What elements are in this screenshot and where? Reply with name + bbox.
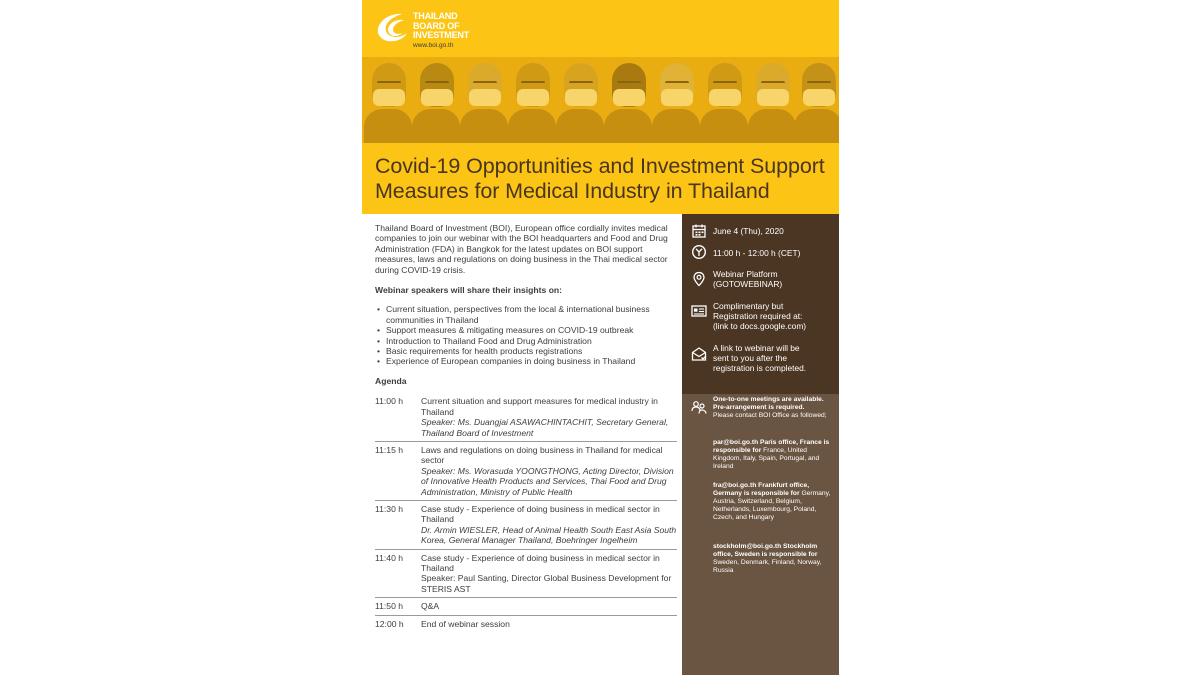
masked-faces-banner (362, 57, 839, 143)
agenda-heading: Agenda (375, 375, 407, 386)
event-time: 11:00 h - 12:00 h (CET) (713, 248, 801, 258)
platform-line-1: Webinar Platform (713, 269, 778, 279)
boi-logo (374, 9, 469, 51)
agenda-speaker: Speaker: Paul Santing, Director Global Business Development for STERIS AST (421, 573, 672, 594)
agenda-row (375, 616, 677, 632)
frankfurt-office-contact[interactable]: fra@boi.go.th Frankfurt office, Germany is responsible for (713, 482, 810, 498)
agenda-time: 11:40 h (375, 552, 404, 563)
list-item: • Current situation, perspectives from the local & international business communities in Thailand (375, 304, 677, 325)
agenda-time: 12:00 h (375, 618, 404, 629)
event-info-panel (682, 214, 839, 394)
main-content (375, 223, 677, 632)
flyer-header (362, 0, 839, 214)
logo-line-1: THAILAND (413, 11, 458, 21)
link-note-line-2: sent to you after the (713, 353, 788, 364)
agenda-topic: Case study - Experience of doing business in medical sector in Thailand (421, 503, 660, 525)
intro-paragraph: Thailand Board of Investment (BOI), European office cordially invites medical companies to join our webinar with the BOI headquarters and Food and Drug Administration (FDA) in Bangkok for the latest updates on BOI support measures, laws and regulations on doing business in the Thai medical sector during COVID-19 crisis. (375, 223, 668, 275)
platform-line-2: (GOTOWEBINAR) (713, 279, 783, 290)
speakers-heading: Webinar speakers will share their insights on: (375, 285, 563, 296)
agenda-row (375, 598, 677, 615)
agenda-time: 11:30 h (375, 503, 404, 514)
list-item: • Support measures & mitigating measures on COVID-19 outbreak (375, 325, 677, 335)
title-line-2: Measures for Medical Industry in Thailand (375, 179, 770, 203)
frankfurt-office (713, 482, 833, 522)
meeting-line-1: One-to-one meetings are available. (713, 396, 824, 403)
event-registration (713, 301, 835, 332)
face-photo (556, 57, 604, 143)
list-item: • Experience of European companies in doing business in Thailand (375, 356, 677, 366)
face-photo (604, 57, 652, 143)
logo-url: www.boi.go.th (413, 42, 454, 49)
face-photo (700, 57, 748, 143)
list-item: • Introduction to Thailand Food and Drug Administration (375, 336, 677, 346)
frankfurt-office-countries: Germany, Austria, Switzerland, Belgium, Netherlands, Luxembourg, Poland, Czech, and Hungary (713, 490, 831, 522)
title-line-1: Covid-19 Opportunities and Investment Support (375, 154, 825, 178)
face-photo (460, 57, 508, 143)
registration-line-1: Complimentary but (713, 301, 784, 311)
webinar-flyer (362, 0, 839, 675)
face-photo (508, 57, 556, 143)
agenda-row (375, 501, 677, 550)
agenda-speaker: Dr. Armin WIESLER, Head of Animal Health South East Asia South Korea, General Manager Thailand, Boehringer Ingelheim (421, 524, 677, 546)
face-photo (412, 57, 460, 143)
agenda-row (375, 550, 677, 599)
stockholm-office-contact[interactable]: stockholm@boi.go.th Stockholm office, Sweden is responsible for (713, 543, 818, 559)
agenda-time: 11:00 h (375, 396, 404, 407)
clock-icon (691, 244, 707, 260)
meeting-line-2: Pre-arrangement is required. (713, 404, 805, 412)
agenda-speaker: Speaker: Ms. Worasuda YOONGTHONG, Acting Director, Division of Innovative Health Products and Services, Thai Food and Drug Administration, Ministry of Public Health (421, 465, 674, 497)
agenda-time: 11:50 h (375, 601, 404, 612)
event-platform (713, 269, 835, 289)
paris-office (713, 439, 833, 471)
face-photo (364, 57, 412, 143)
contact-panel (682, 394, 839, 675)
link-note-line-3: registration is completed. (713, 363, 807, 374)
agenda-topic: Q&A (421, 601, 440, 612)
paris-office-countries: France, United Kingdom, Italy, Spain, Portugal, and Ireland (713, 447, 820, 471)
agenda-row (375, 393, 677, 442)
agenda-row (375, 442, 677, 501)
registration-link[interactable]: (link to docs.google.com) (713, 321, 807, 332)
boi-swirl-icon (374, 11, 410, 45)
registration-line-2: Registration required at: (713, 311, 803, 322)
email-check-icon (691, 346, 707, 362)
insights-list (375, 304, 677, 366)
page-title (375, 154, 835, 204)
location-pin-icon (691, 271, 707, 287)
face-photo (748, 57, 796, 143)
meeting-note (713, 396, 833, 420)
face-photo (652, 57, 700, 143)
stockholm-office-countries: Sweden, Denmark, Finland, Norway, Russia (713, 559, 822, 575)
logo-line-3: INVESTMENT (413, 30, 470, 40)
meeting-line-3: Please contact BOI Office as followed; (713, 412, 827, 420)
agenda-topic: Laws and regulations on doing business in Thailand for medical sector (421, 444, 663, 466)
paris-office-contact[interactable]: par@boi.go.th Paris office, France is responsible for (713, 439, 830, 455)
calendar-icon (691, 223, 707, 239)
event-date: June 4 (Thu), 2020 (713, 226, 784, 236)
logo-line-2: BOARD OF (413, 20, 460, 31)
agenda-topic: Case study - Experience of doing business in medical sector in Thailand (421, 552, 660, 573)
agenda-table (375, 393, 677, 632)
registration-card-icon (691, 303, 707, 319)
agenda-time: 11:15 h (375, 444, 404, 455)
face-photo (794, 57, 839, 143)
meeting-people-icon (691, 399, 707, 415)
agenda-speaker: Speaker: Ms. Duangjai ASAWACHINTACHIT, Secretary General, Thailand Board of Investment (421, 417, 669, 438)
list-item: • Basic requirements for health products registrations (375, 346, 677, 356)
agenda-topic: End of webinar session (421, 618, 510, 629)
link-note-line-1: A link to webinar will be (713, 343, 800, 353)
stockholm-office (713, 543, 833, 575)
agenda-topic: Current situation and support measures for medical industry in Thailand (421, 396, 658, 417)
event-link-note (713, 343, 835, 374)
